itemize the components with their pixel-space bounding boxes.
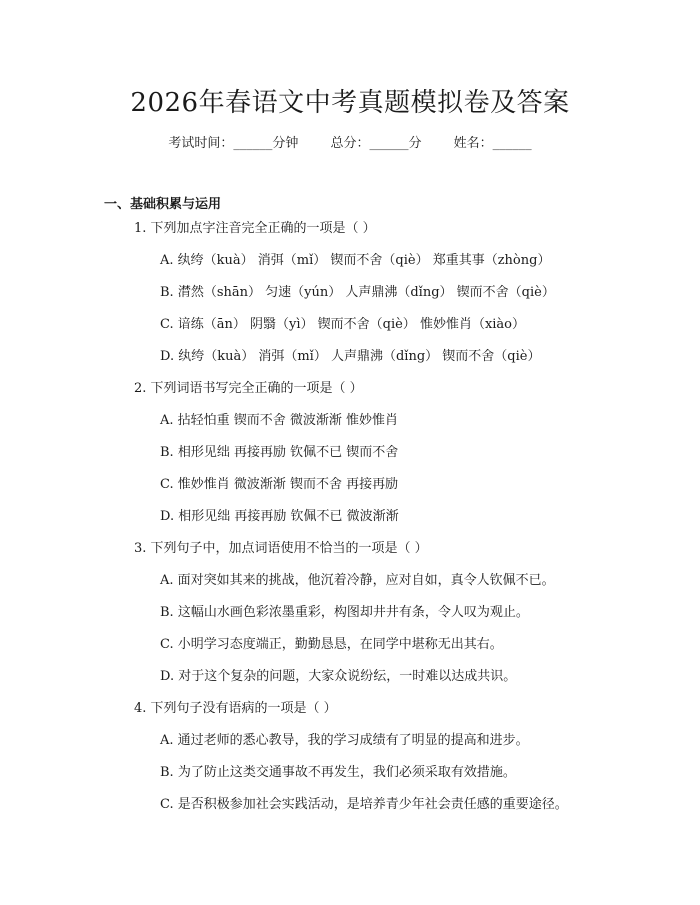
exam-info [0, 132, 700, 151]
total-score-field: 总分：______分 [330, 136, 422, 151]
question-stem: 4. 下列句子没有语病的一项是（ ） [134, 701, 337, 716]
answer-option: D. 相形见绌 再接再励 钦佩不已 微波渐渐 [160, 509, 399, 524]
answer-option: B. 潸然（shān） 匀速（yún） 人声鼎沸（dǐng） 锲而不舍（qiè） [160, 285, 555, 300]
answer-option: C. 惟妙惟肖 微波渐渐 锲而不舍 再接再励 [160, 477, 399, 492]
answer-option: B. 为了防止这类交通事故不再发生，我们必须采取有效措施。 [160, 765, 516, 780]
question-3 [0, 540, 700, 686]
name-field: 姓名：______ [453, 136, 532, 151]
answer-option: A. 纨绔（kuà） 消弭（mǐ） 锲而不舍（qiè） 郑重其事（zhòng） [160, 253, 551, 268]
question-stem: 1. 下列加点字注音完全正确的一项是（ ） [134, 221, 376, 236]
answer-option: C. 是否积极参加社会实践活动，是培养青少年社会责任感的重要途径。 [160, 797, 568, 812]
answer-option: D. 对于这个复杂的问题，大家众说纷纭，一时难以达成共识。 [160, 669, 517, 684]
answer-option: D. 纨绔（kuà） 消弭（mǐ） 人声鼎沸（dǐng） 锲而不舍（qiè） [160, 349, 541, 364]
answer-option: C. 谙练（ān） 阴翳（yì） 锲而不舍（qiè） 惟妙惟肖（xiào） [160, 317, 526, 332]
question-stem: 2. 下列词语书写完全正确的一项是（ ） [134, 381, 363, 396]
exam-time-field: 考试时间：______分钟 [168, 136, 299, 151]
answer-option: C. 小明学习态度端正，勤勤恳恳，在同学中堪称无出其右。 [160, 637, 503, 652]
answer-option: B. 相形见绌 再接再励 钦佩不已 锲而不舍 [160, 445, 399, 460]
page-title: 2026年春语文中考真题模拟卷及答案 [130, 88, 570, 118]
question-list [0, 220, 700, 828]
section-heading: 一、基础积累与运用 [104, 197, 222, 212]
answer-option: A. 拈轻怕重 锲而不舍 微波渐渐 惟妙惟肖 [160, 413, 399, 428]
question-2 [0, 380, 700, 526]
answer-option: A. 面对突如其来的挑战，他沉着冷静，应对自如，真令人钦佩不已。 [160, 573, 555, 588]
answer-option: A. 通过老师的悉心教导，我的学习成绩有了明显的提高和进步。 [160, 733, 529, 748]
question-4 [0, 700, 700, 814]
answer-option: B. 这幅山水画色彩浓墨重彩，构图却井井有条，令人叹为观止。 [160, 605, 529, 620]
question-1 [0, 220, 700, 366]
question-stem: 3. 下列句子中，加点词语使用不恰当的一项是（ ） [134, 541, 428, 556]
